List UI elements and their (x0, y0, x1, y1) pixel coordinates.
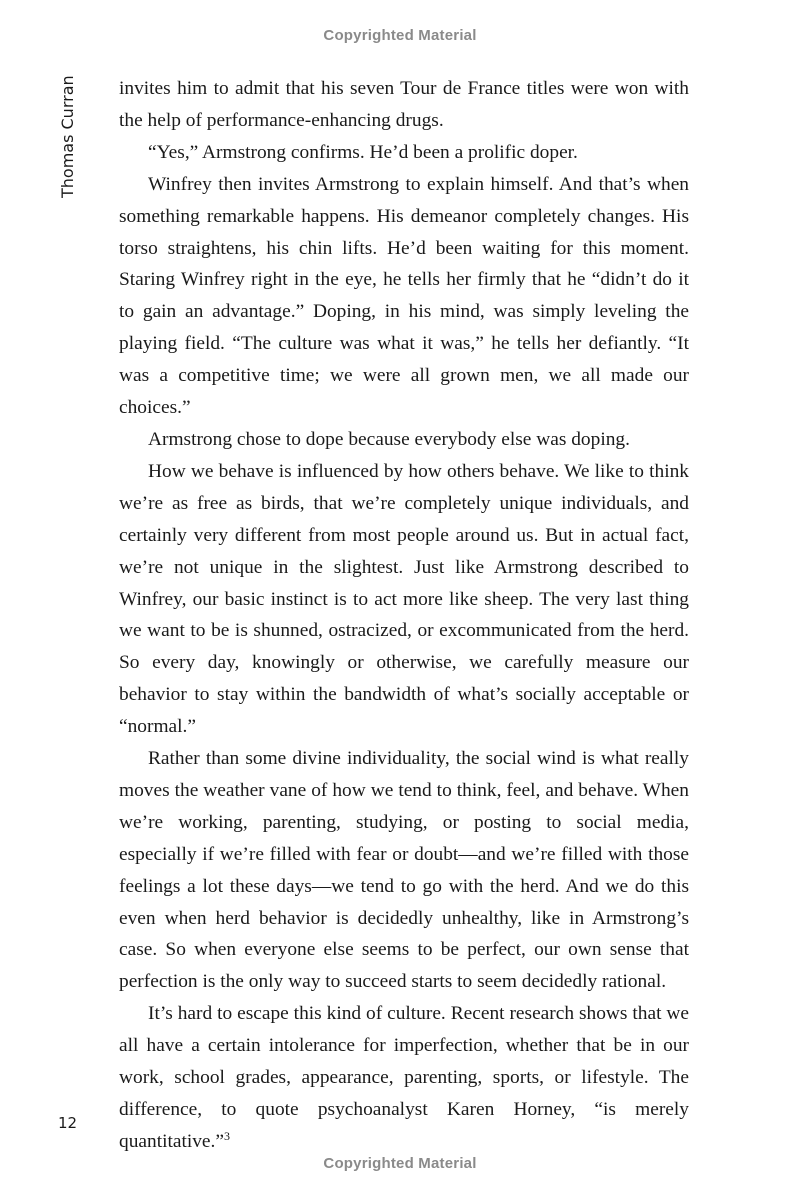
body-text (119, 73, 689, 1158)
watermark-bottom: Copyrighted Material (323, 1155, 477, 1172)
paragraph-3: Winfrey then invites Armstrong to explain himself. And that’s when something remarkable happens. His demeanor completely changes. His torso straightens, his chin lifts. He’d been waiting for this moment. Staring Winfrey right in the eye, he tells her firmly that he “didn’t do it to gain an advantage.” Doping, in his mind, was simply leveling the playing field. “The culture was what it was,” he tells her defiantly. “It was a competitive time; we were all grown men, we all made our choices.” (119, 173, 689, 419)
paragraph-7-text: It’s hard to escape this kind of culture. Recent research shows that we all have a certain intolerance for imperfection, whether that be in our work, school grades, appearance, parenting, sports, or lifestyle. The difference, to quote psychoanalyst Karen Horney, “is merely quantitative.” (119, 1003, 689, 1152)
paragraph-4: Armstrong chose to dope because everybody else was doping. (148, 428, 630, 450)
watermark-top: Copyrighted Material (323, 27, 477, 44)
page-number: 12 (58, 1114, 78, 1132)
paragraph-5: How we behave is influenced by how others behave. We like to think we’re as free as birds, that we’re completely unique individuals, and certainly very different from most people around us. But in actual fact, we’re not unique in the slightest. Just like Armstrong described to Winfrey, our basic instinct is to act more like sheep. The very last thing we want to be is shunned, ostracized, or excommunicated from the herd. So every day, knowingly or otherwise, we carefully measure our behavior to stay within the bandwidth of what’s socially acceptable or “normal.” (119, 460, 689, 738)
paragraph-7 (119, 998, 689, 1158)
footnote-reference: 3 (224, 1128, 230, 1143)
paragraph-2: “Yes,” Armstrong confirms. He’d been a prolific doper. (148, 141, 578, 163)
paragraph-1: invites him to admit that his seven Tour de France titles were won with the help of performance-enhancing drugs. (119, 78, 689, 131)
running-head (56, 74, 78, 198)
running-head-author: Thomas Curran (58, 75, 77, 198)
paragraph-6: Rather than some divine individuality, the social wind is what really moves the weather vane of how we tend to think, feel, and behave. When we’re working, parenting, studying, or posting to social media, especially if we’re filled with fear or doubt—and we’re filled with those feelings a lot these days—we tend to go with the herd. And we do this even when herd behavior is decidedly unhealthy, like in Armstrong’s case. So when everyone else seems to be perfect, our own sense that perfection is the only way to succeed starts to seem decidedly rational. (119, 748, 689, 993)
